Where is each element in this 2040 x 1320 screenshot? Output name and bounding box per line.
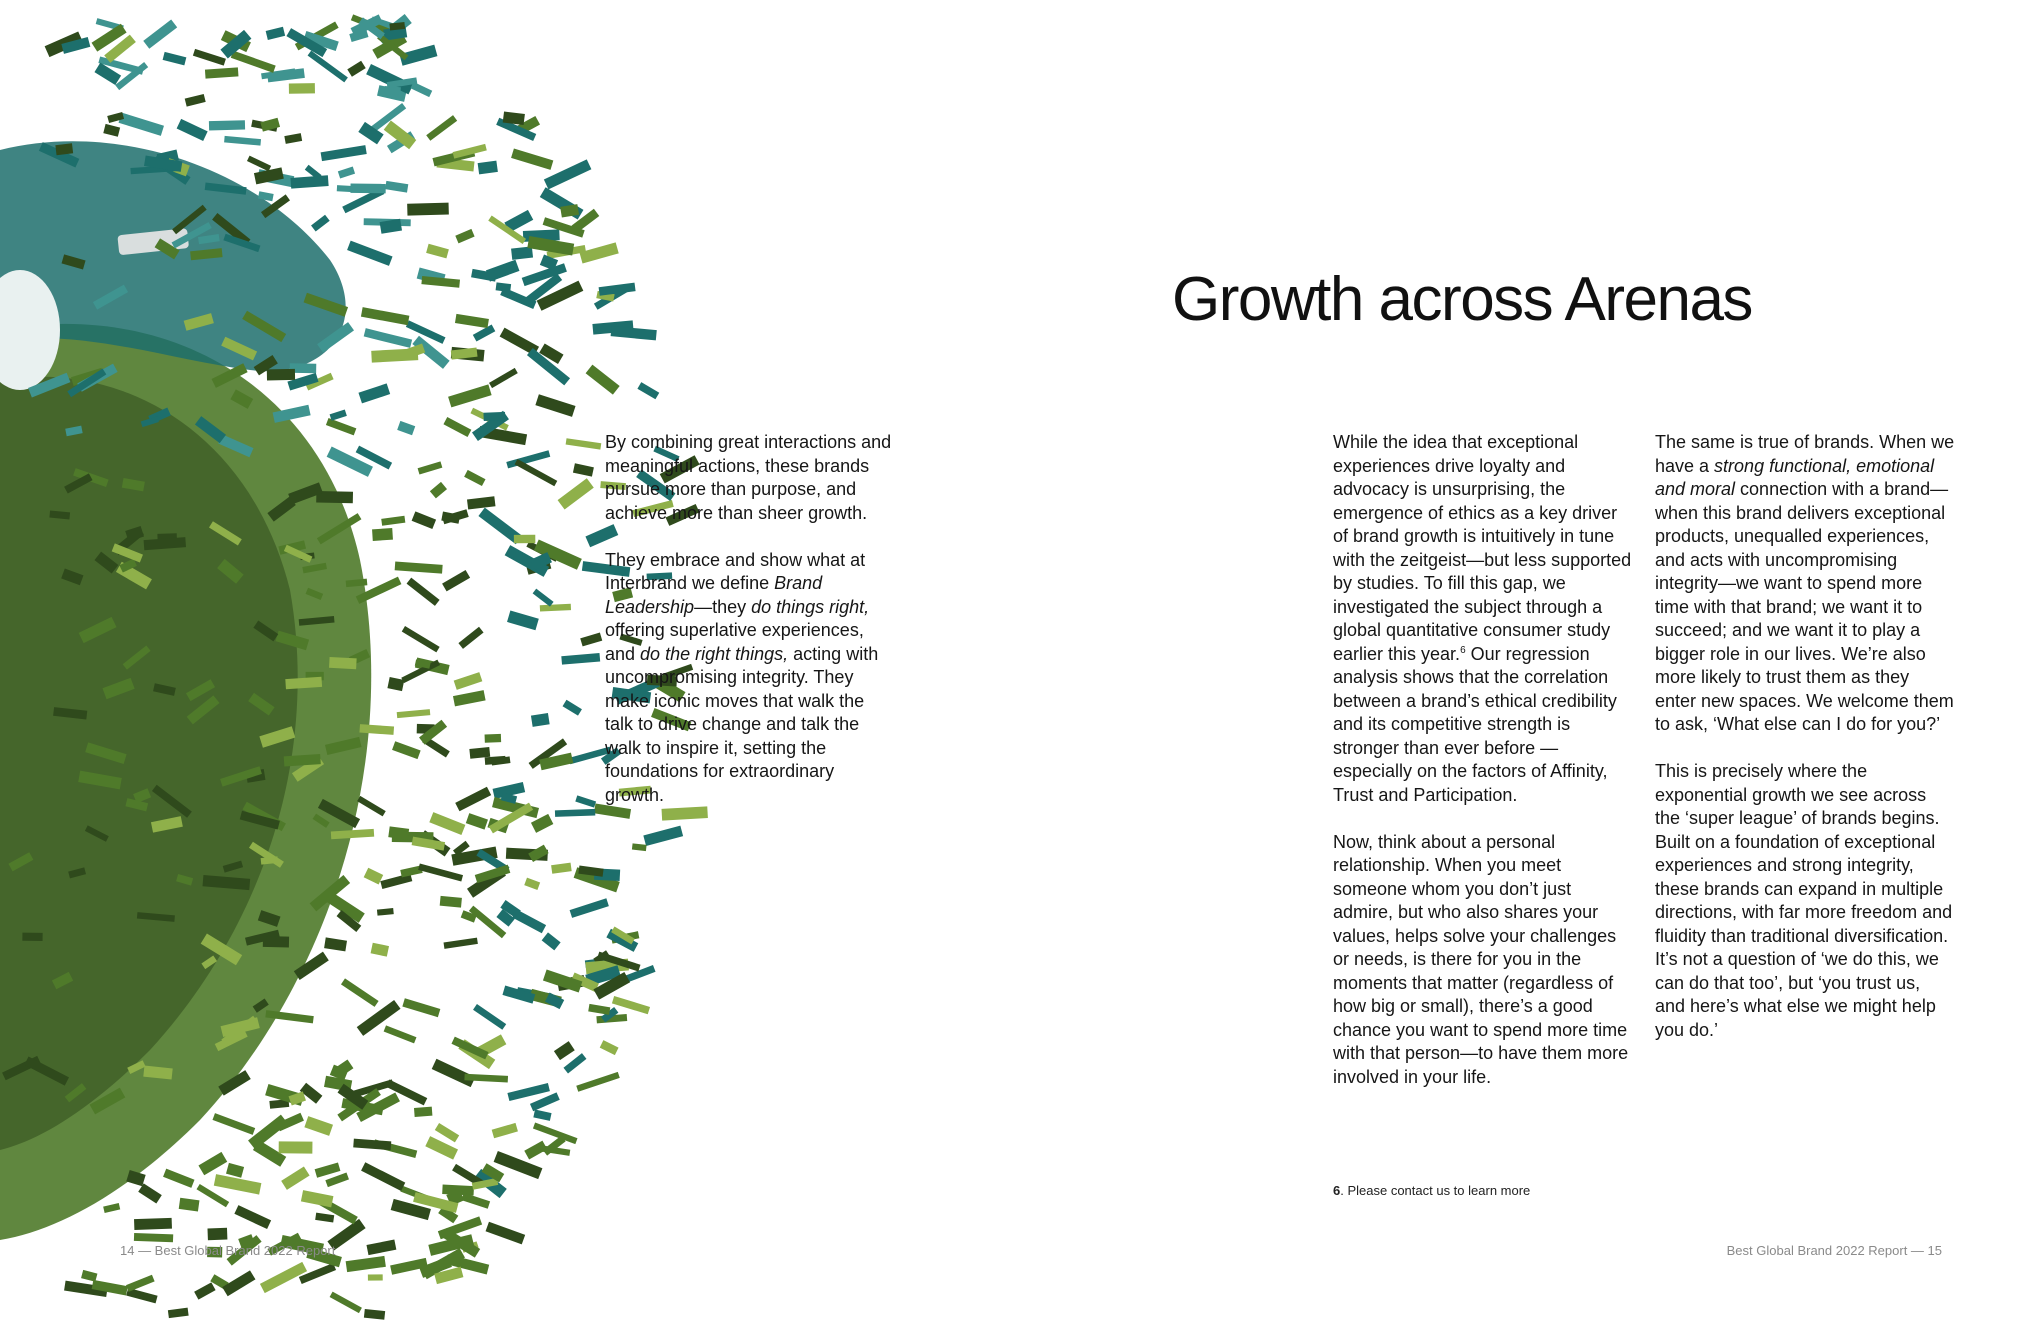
body-column-middle <box>1333 431 1633 1113</box>
fragment-strokes <box>0 14 708 1320</box>
footnote: 6. Please contact us to learn more <box>1333 1183 1531 1198</box>
intro-column <box>605 431 895 831</box>
page-number-right: Best Global Brand 2022 Report — 15 <box>1726 1243 1942 1258</box>
body-paragraph-1: While the idea that exceptional experiences drive loyalty and advocacy is unsurprising, the emergence of ethics as a key driver of brand growth is intuitively in tune with the zeitgeist—but less supported by studies. To fill this gap, we investigated the subject through a global quantitative consumer study earlier this year.$^6$ Our regression analysis shows that the correlation between a brand’s ethical credibility and its competitive strength is stronger than ever before —especially on the factors of Affinity, Trust and Participation. <box>1333 432 1632 805</box>
body-paragraph-2: Now, think about a personal relationship. When you meet someone whom you don’t just admire, but who also shares your values, helps solve your challenges or needs, is there for you in the moments that matter (regardless of how big or small), there’s a good chance you want to spend more time with that person—to have them more involved in your life. <box>1333 831 1629 1087</box>
body-paragraph-3: The same is true of brands. When we have a strong functional, emotional and moral connection with a brand—when this brand delivers exceptional products, unequalled experiences, and acts with uncompromising integrity—we want to spend more time with that brand; we want it to succeed; and we want it to play a bigger role in our lives. We’re also more likely to trust them as they enter new spaces. We welcome them to ask, ‘What else can I do for you?’ <box>1655 432 1955 734</box>
page-title: Growth across Arenas <box>1172 265 1752 334</box>
page-number-left: 14 — Best Global Brand 2022 Report <box>120 1243 336 1258</box>
body-paragraph-4: This is precisely where the exponential growth we see across the ‘super league’ of brands begins. Built on a foundation of exceptional experiences and strong integrity, these brands can expand in multiple directions, with far more freedom and fluidity than traditional diversification. It’s not a question of ‘we do this, we can do that too’, but ‘you trust us, and here’s what else we might help you do.’ <box>1655 761 1953 1040</box>
intro-paragraph-2: They embrace and show what at Interbrand we define Brand Leadership—they do things right, offering superlative experiences, and do the right things, acting with uncompromising integrity. They make iconic moves that walk the talk to drive change and talk the walk to inspire it, setting the foundations for extraordinary growth. <box>605 549 879 805</box>
body-column-right <box>1655 431 1955 1066</box>
intro-paragraph-1: By combining great interactions and meaningful actions, these brands pursue more than purpose, and achieve more than sheer growth. <box>605 432 892 523</box>
footnote-ref: 6 <box>1460 644 1466 656</box>
